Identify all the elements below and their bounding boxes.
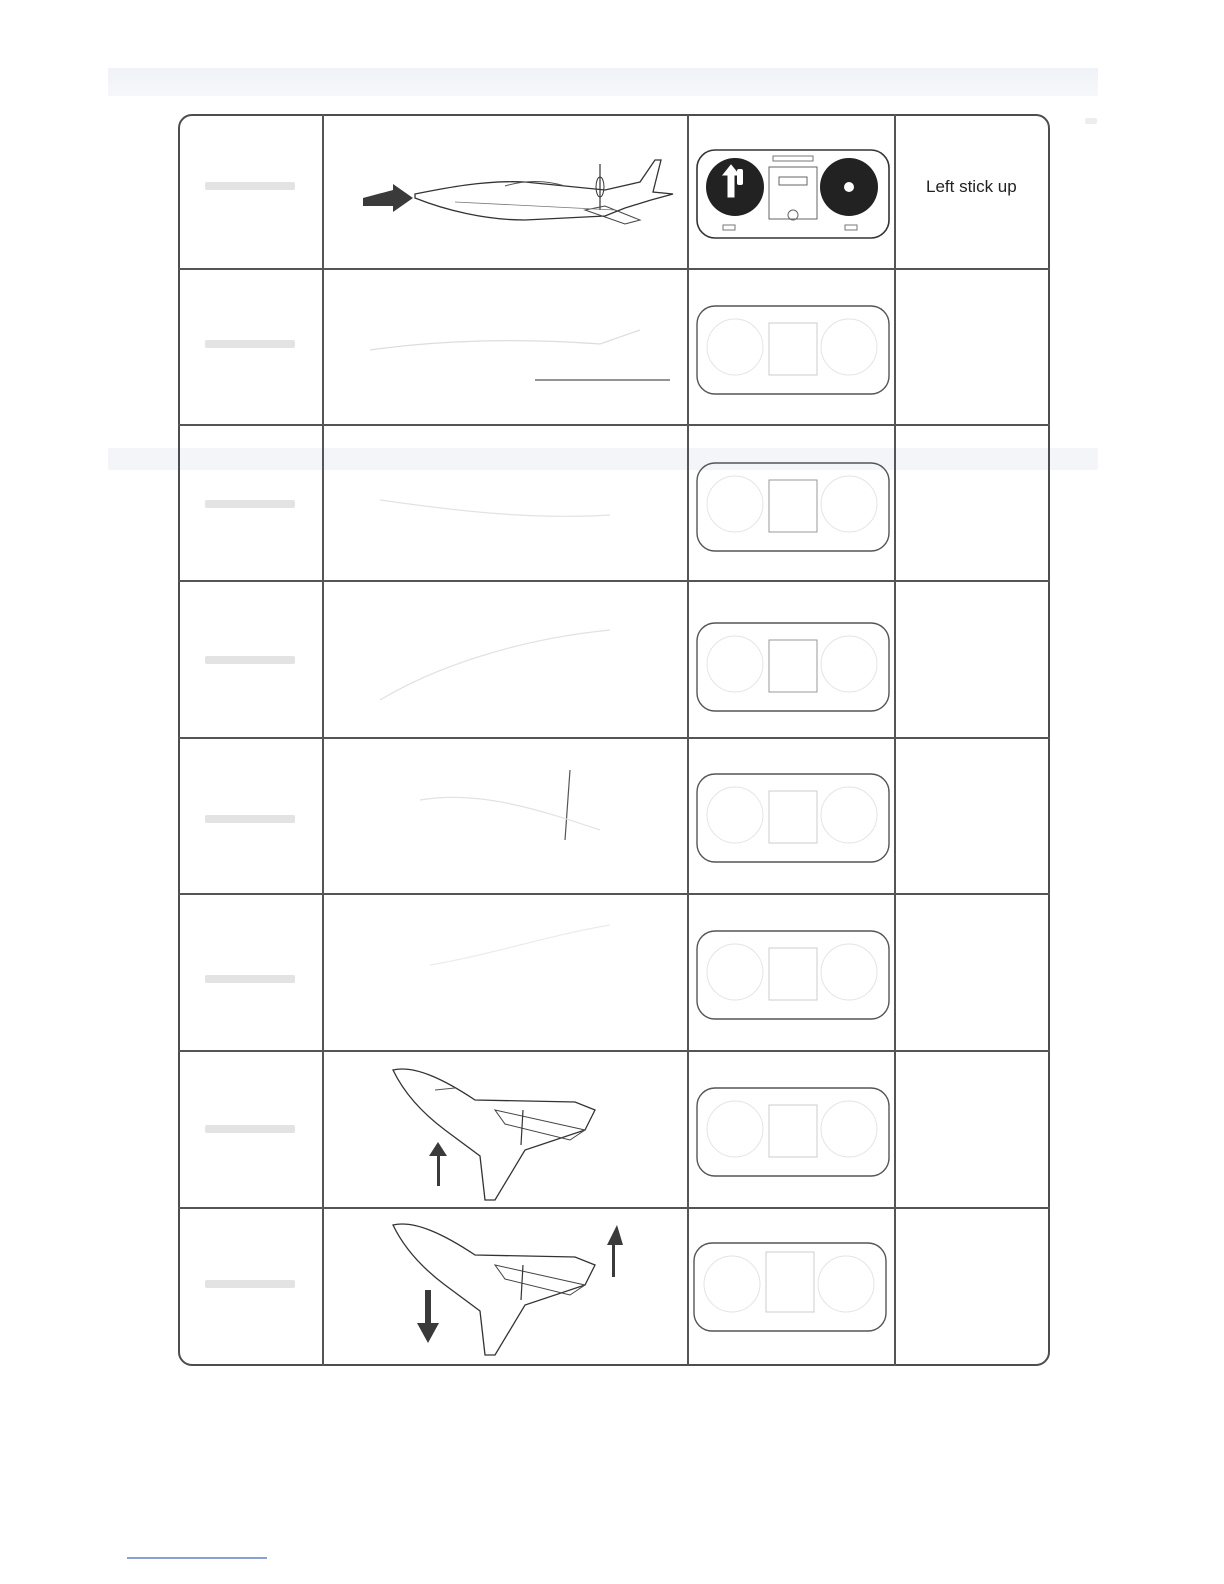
row-divider (178, 424, 1050, 426)
left-stick-circle (706, 158, 764, 216)
transmitter-faded (693, 928, 893, 1022)
arrow-down-icon (417, 1290, 439, 1343)
transmitter-left-stick-up (693, 147, 893, 241)
row-divider (178, 580, 1050, 582)
action-name-faded (205, 1125, 295, 1133)
plane-illustration-faded (410, 905, 650, 1025)
forward-arrow-icon (363, 184, 413, 212)
transmitter-faded (693, 620, 893, 714)
action-name-faded (205, 656, 295, 664)
column-divider (687, 114, 689, 1366)
transmitter-faded (693, 460, 893, 554)
row-1-action-label: Left stick up (926, 177, 1017, 196)
action-name-faded (205, 182, 295, 190)
row-divider (178, 893, 1050, 895)
action-name-faded (205, 815, 295, 823)
action-name-faded (205, 500, 295, 508)
arrow-up-icon (607, 1225, 623, 1277)
arrow-up-icon (429, 1142, 447, 1186)
section-header-bar (108, 68, 1098, 96)
row-divider (178, 268, 1050, 270)
transmitter-faded (693, 771, 893, 865)
transmitter-faded (693, 303, 893, 397)
plane-side-view-illustration (355, 150, 685, 240)
plane-illustration-faded (370, 600, 670, 720)
plane-roll-opposite-illustration (385, 1215, 645, 1365)
footer-link-underline (127, 1557, 267, 1559)
ghost-text (1085, 118, 1097, 124)
plane-illustration-faded (400, 750, 640, 860)
plane-illustration-faded (370, 480, 670, 550)
row-divider (178, 737, 1050, 739)
plane-illustration-faded (360, 320, 680, 390)
action-name-faded (205, 1280, 295, 1288)
action-name-faded (205, 340, 295, 348)
plane-roll-illustration (385, 1060, 615, 1205)
column-divider (322, 114, 324, 1366)
row-divider (178, 1050, 1050, 1052)
transmitter-faded (690, 1240, 890, 1334)
transmitter-faded (693, 1085, 893, 1179)
column-divider (894, 114, 896, 1366)
row-divider (178, 1207, 1050, 1209)
action-name-faded (205, 975, 295, 983)
